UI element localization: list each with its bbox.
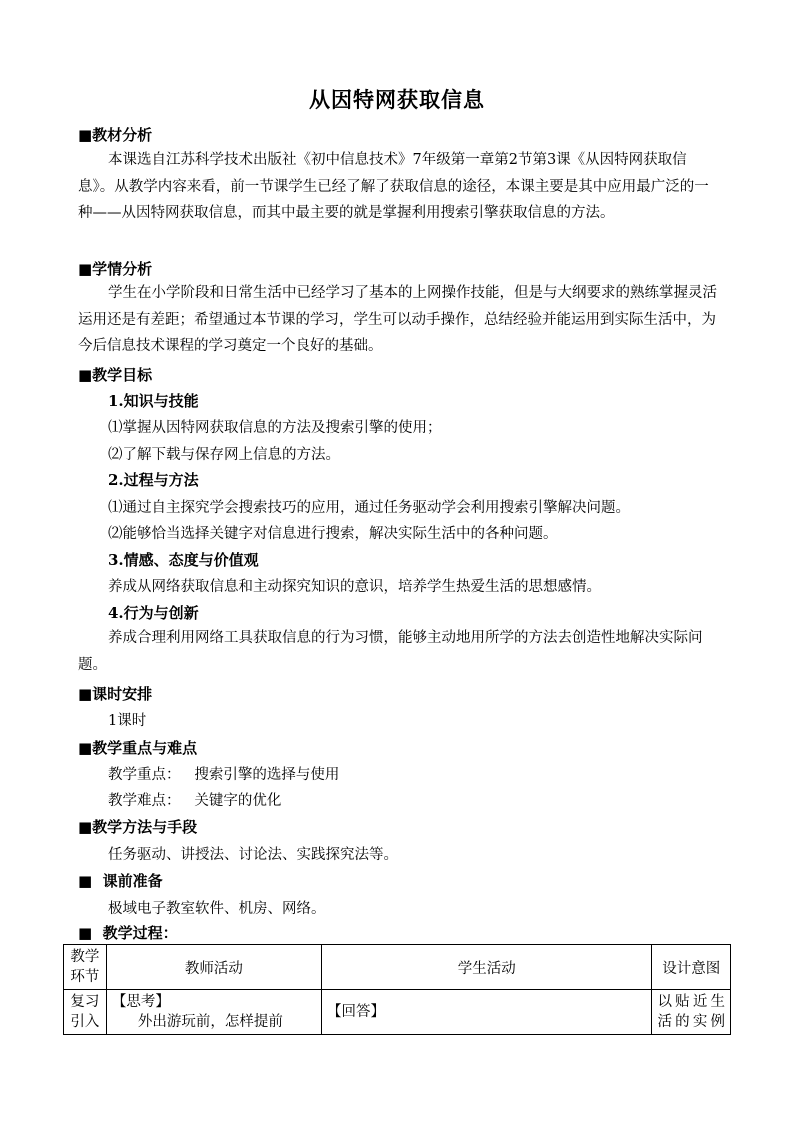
goal-process-item-1: ⑴通过自主探究学会搜索技巧的应用，通过任务驱动学会利用搜索引擎解决问题。	[108, 500, 630, 516]
goal-process-method: 2.过程与方法	[108, 471, 199, 489]
difficulty-text: 教学难点： 关键字的优化	[108, 793, 282, 809]
section-heading-teaching-process: ■ 教学过程：	[78, 924, 178, 942]
goal-process-item-2: ⑵能够恰当选择关键字对信息进行搜索，解决实际生活中的各种问题。	[108, 526, 558, 542]
goal-emotion-attitude: 3.情感、态度与价值观	[108, 551, 259, 569]
header-teacher-activity: 教师活动	[106, 945, 321, 990]
section-heading-preparation: ■ 课前准备	[78, 872, 163, 890]
goal-knowledge-skills: 1.知识与技能	[108, 392, 199, 410]
teaching-process-table	[63, 944, 731, 1035]
design-intent-cell: 以贴近生 活的实例	[652, 990, 731, 1035]
document-title: 从因特网获取信息	[309, 87, 485, 112]
header-stage: 教学 环节	[64, 945, 107, 990]
section-heading-methods: ■教学方法与手段	[78, 818, 198, 836]
goal-behavior-paragraph: 养成合理利用网络工具获取信息的行为习惯，能够主动地用所学的方法去创造性地解决实际问题。	[78, 630, 703, 673]
section-heading-key-points: ■教学重点与难点	[78, 739, 198, 757]
stage-cell: 复习 引入	[64, 990, 107, 1035]
textbook-analysis-paragraph: 本课选自江苏科学技术出版社《初中信息技术》7年级第一章第2节第3课《从因特网获取信息》。从教学内容来看，前一节课学生已经了解了获取信息的途径，本课主要是其中应用最广泛的一种——从因特网获取信息，而其中最主要的就是掌握利用搜索引擎获取信息的方法。	[78, 152, 709, 221]
section-heading-teaching-goals: ■教学目标	[78, 366, 153, 384]
key-point-text: 教学重点： 搜索引擎的选择与使用	[108, 767, 340, 783]
header-design-intent: 设计意图	[652, 945, 731, 990]
goal-behavior-innovation: 4.行为与创新	[108, 604, 199, 622]
teacher-activity-cell: 【思考】 外出游玩前，怎样提前	[106, 990, 321, 1035]
header-student-activity: 学生活动	[322, 945, 652, 990]
goal-knowledge-item-1: ⑴掌握从因特网获取信息的方法及搜索引擎的使用；	[108, 420, 442, 436]
preparation-text: 极域电子教室软件、机房、网络。	[108, 901, 326, 917]
student-activity-cell: 【回答】	[322, 990, 652, 1035]
table-header-row	[64, 945, 731, 990]
methods-text: 任务驱动、讲授法、讨论法、实践探究法等。	[108, 847, 398, 863]
section-heading-textbook-analysis: ■教材分析	[78, 126, 153, 144]
section-heading-student-analysis: ■学情分析	[78, 260, 153, 278]
goal-knowledge-item-2: ⑵了解下载与保存网上信息的方法。	[108, 447, 340, 463]
table-row	[64, 990, 731, 1035]
student-analysis-paragraph: 学生在小学阶段和日常生活中已经学习了基本的上网操作技能，但是与大纲要求的熟练掌握灵活运用还是有差距；希望通过本节课的学习，学生可以动手操作，总结经验并能运用到实际生活中，为今后信息技术课程的学习奠定一个良好的基础。	[78, 285, 717, 354]
section-heading-schedule: ■课时安排	[78, 685, 153, 703]
goal-emotion-item: 养成从网络获取信息和主动探究知识的意识，培养学生热爱生活的思想感情。	[108, 579, 601, 595]
schedule-text: 1课时	[108, 713, 147, 729]
